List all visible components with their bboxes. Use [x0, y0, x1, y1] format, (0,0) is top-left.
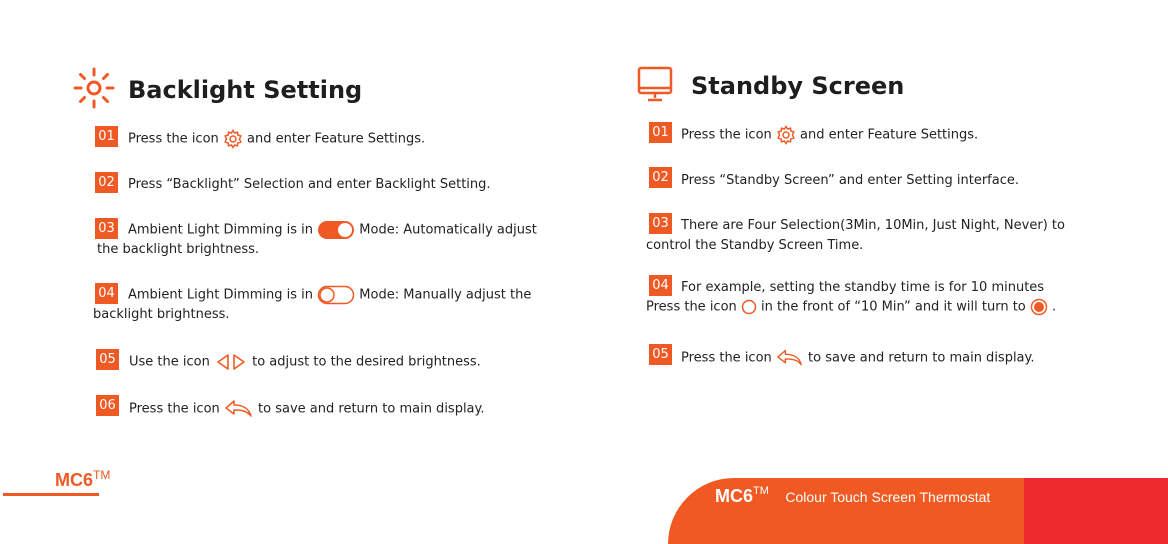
step-text: Use the icon to adjust to the desired brightness. [129, 354, 481, 370]
step-text: For example, setting the standby time is for 10 minutes [681, 280, 1045, 295]
step-text: Press “Standby Screen” and enter Setting interface. [681, 173, 1020, 188]
return-arrow-icon [224, 399, 254, 419]
banner-tagline: Colour Touch Screen Thermostat [785, 489, 991, 505]
banner-brand: MC6 [715, 486, 754, 506]
step-number: 05 [96, 349, 119, 370]
brand-mark: MC6 [55, 470, 94, 490]
toggle-off-icon [317, 285, 355, 305]
step-number: 02 [95, 172, 118, 193]
step-text: Ambient Light Dimming is in Mode: Automatically adjust [128, 220, 537, 240]
toggle-on-icon [317, 220, 355, 240]
return-arrow-icon [776, 348, 804, 368]
banner-red [1024, 478, 1168, 544]
step-text-cont: the backlight brightness. [97, 242, 260, 257]
step-text-cont: control the Standby Screen Time. [646, 238, 864, 253]
step-number: 03 [95, 218, 118, 239]
step-number: 01 [95, 126, 118, 147]
gear-icon [776, 125, 796, 145]
step-text-cont: Press the icon in the front of “10 Min” and it will turn to . [646, 299, 1057, 315]
step-number: 01 [649, 122, 672, 143]
footer-underline [3, 493, 99, 496]
standby-section [584, 0, 1168, 440]
left-right-arrows-icon [214, 353, 248, 371]
step-number: 06 [96, 395, 119, 416]
step-text: Press the icon to save and return to main display. [681, 348, 1035, 368]
trademark: TM [93, 468, 111, 482]
monitor-icon [637, 66, 673, 104]
footer-left-brand [55, 470, 110, 491]
step-number: 04 [95, 283, 118, 304]
standby-title: Standby Screen [691, 72, 905, 100]
radio-selected-icon [1030, 298, 1048, 316]
step-text: There are Four Selection(3Min, 10Min, Just Night, Never) to [681, 218, 1065, 233]
footer-banner [668, 478, 1168, 544]
backlight-title: Backlight Setting [128, 76, 363, 104]
step-number: 04 [649, 275, 672, 296]
radio-empty-icon [741, 299, 757, 315]
step-number: 05 [649, 344, 672, 365]
sun-icon [72, 66, 116, 110]
step-text: Press the icon to save and return to main display. [129, 399, 485, 419]
gear-icon [223, 129, 243, 149]
step-number: 02 [649, 167, 672, 188]
step-text: Press the icon and enter Feature Settings. [128, 129, 425, 149]
step-text-cont: backlight brightness. [93, 307, 230, 322]
step-text: Press the icon and enter Feature Settings. [681, 125, 978, 145]
banner-trademark: TM [753, 485, 769, 497]
banner-text [715, 486, 990, 507]
backlight-section [0, 0, 584, 440]
step-text: Press “Backlight” Selection and enter Backlight Setting. [128, 177, 491, 192]
step-number: 03 [649, 213, 672, 234]
step-text: Ambient Light Dimming is in Mode: Manually adjust the [128, 285, 531, 305]
